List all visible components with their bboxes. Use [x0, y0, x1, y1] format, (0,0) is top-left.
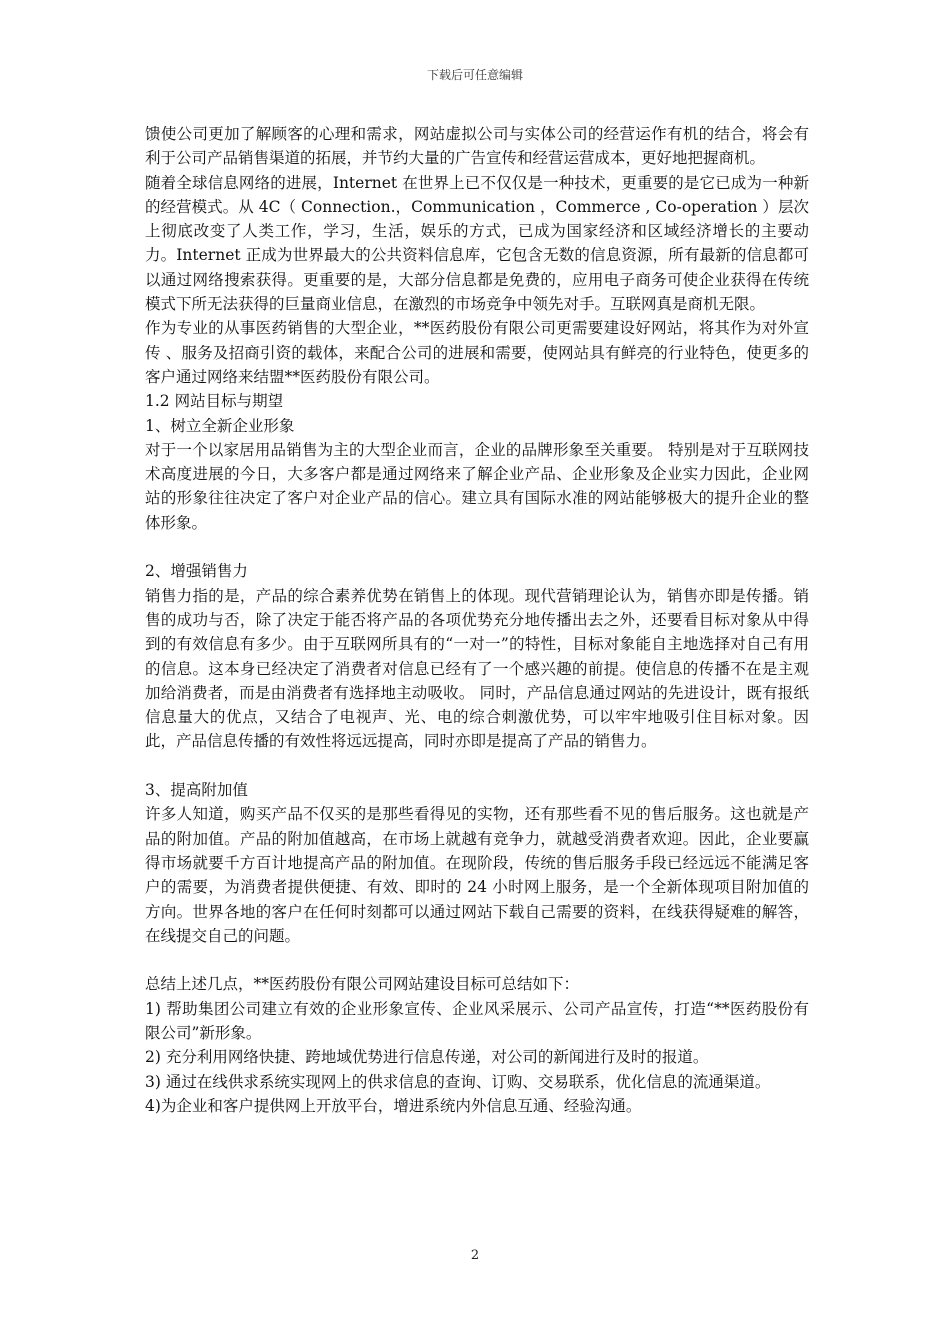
paragraph-company: 作为专业的从事医药销售的大型企业，**医药股份有限公司更需要建设好网站，将其作为对外宣传 、服务及招商引资的载体，来配合公司的进展和需要，使网站具有鲜亮的行业特色，使更多的客户通过网络来结盟**医药股份有限公司。	[145, 319, 809, 386]
paragraph-image: 对于一个以家居用品销售为主的大型企业而言，企业的品牌形象至关重要。 特别是对于互联网技术高度进展的今日，大多客户都是通过网络来了解企业产品、企业形象及企业实力因此，企业网站的形象往往决定了客户对企业产品的信心。建立具有国际水准的网站能够极大的提升企业的整体形象。	[145, 440, 809, 532]
blank-line	[145, 754, 809, 778]
blank-line	[145, 535, 809, 559]
list-item: 4)为企业和客户提供网上开放平台，增进系统内外信息互通、经验沟通。	[145, 1096, 642, 1115]
paragraph-sales: 销售力指的是，产品的综合素养优势在销售上的体现。现代营销理论认为，销售亦即是传播。销售的成功与否，除了决定于能否将产品的各项优势充分地传播出去之外，还要看目标对象从中得到的有效信息有多少。由于互联网所具有的“一对一”的特性，目标对象能自主地选择对自己有用的信息。这本身已经决定了消费者对信息已经有了一个感兴趣的前提。使信息的传播不在是主观加给消费者，而是由消费者有选择地主动吸收。 同时，产品信息通过网站的先进设计，既有报纸信息量大的优点，又结合了电视声、光、电的综合刺激优势，可以牢牢地吸引住目标对象。因此，产品信息传播的有效性将远远提高，同时亦即是提高了产品的销售力。	[145, 586, 809, 751]
subheading-image: 1、树立全新企业形象	[145, 416, 295, 435]
paragraph-value: 许多人知道，购买产品不仅买的是那些看得见的实物，还有那些看不见的售后服务。这也就是产品的附加值。产品的附加值越高，在市场上就越有竞争力，就越受消费者欢迎。因此，企业要赢得市场就要千方百计地提高产品的附加值。在现阶段，传统的售后服务手段已经远远不能满足客户的需要，为消费者提供便捷、有效、即时的 24 小时网上服务，是一个全新体现项目附加值的方向。世界各地的客户在任何时刻都可以通过网站下载自己需要的资料，在线获得疑难的解答，在线提交自己的问题。	[145, 805, 809, 945]
document-body	[145, 122, 809, 1118]
subheading-sales: 2、增强销售力	[145, 562, 248, 581]
blank-line	[145, 948, 809, 972]
page-header: 下载后可任意编辑	[426, 68, 523, 82]
list-item: 1) 帮助集团公司建立有效的企业形象宣传、企业风采展示、公司产品宣传，打造“**医药股份有限公司”新形象。	[145, 999, 809, 1042]
paragraph-internet: 随着全球信息网络的进展，Internet 在世界上已不仅仅是一种技术，更重要的是它已成为一种新的经营模式。从 4C（ Connection.，Communication ，Commerce , Co-operation ）层次上彻底改变了人类工作，学习，生活，娱乐的方式，已成为国家经济和区域经济增长的主要动力。Internet 正成为世界最大的公共资料信息库，它包含无数的信息资源，所有最新的信息都可以通过网络搜索获得。更重要的是，大部分信息都是免费的，应用电子商务可使企业获得在传统模式下所无法获得的巨量商业信息，在激烈的市场竞争中领先对手。互联网真是商机无限。	[145, 173, 809, 314]
list-item: 3) 通过在线供求系统实现网上的供求信息的查询、订购、交易联系，优化信息的流通渠道。	[145, 1072, 771, 1091]
subheading-value: 3、提高附加值	[145, 781, 248, 800]
section-heading: 1.2 网站目标与期望	[145, 392, 284, 411]
list-item: 2) 充分利用网络快捷、跨地域优势进行信息传递，对公司的新闻进行及时的报道。	[145, 1048, 709, 1067]
page-number: 2	[470, 1248, 480, 1263]
paragraph-intro: 馈使公司更加了解顾客的心理和需求，网站虚拟公司与实体公司的经营运作有机的结合，将会有利于公司产品销售渠道的拓展，并节约大量的广告宣传和经营运营成本，更好地把握商机。	[145, 125, 809, 168]
paragraph-summary: 总结上述几点，**医药股份有限公司网站建设目标可总结如下：	[145, 975, 580, 994]
